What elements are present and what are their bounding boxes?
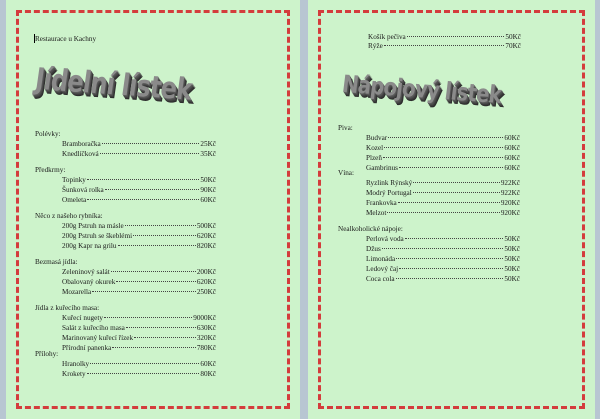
menu-item-name: Marinovaný kuřecí řízek — [62, 334, 134, 342]
menu-item-name: Frankovka — [366, 199, 397, 207]
dot-leader — [87, 179, 200, 180]
dot-leader — [399, 268, 503, 269]
menu-item-price: 50Kč — [504, 275, 520, 283]
menu-item[interactable] — [62, 278, 216, 286]
dot-leader — [399, 167, 503, 168]
menu-item-price: 60Kč — [504, 144, 520, 152]
menu-item-name: Plzeň — [366, 154, 382, 162]
menu-item[interactable] — [366, 245, 520, 253]
menu-item-name: Ryzlink Rýnský — [366, 179, 413, 187]
dot-leader — [384, 45, 505, 46]
restaurant-name[interactable]: Restaurace u Kachny — [35, 35, 97, 43]
section-heading[interactable]: Polévky: — [35, 130, 61, 138]
page-gap — [300, 0, 308, 419]
drink-menu-title[interactable]: Nápojový lístek — [340, 70, 503, 109]
section-heading[interactable]: Piva: — [338, 124, 353, 132]
menu-item[interactable] — [62, 140, 216, 148]
dot-leader — [92, 291, 196, 292]
dot-leader — [382, 248, 504, 249]
menu-item[interactable] — [366, 199, 520, 207]
menu-item[interactable] — [366, 265, 520, 273]
menu-item[interactable] — [62, 232, 216, 240]
menu-item-price: 630Kč — [196, 324, 216, 332]
menu-item[interactable] — [62, 314, 216, 322]
dot-leader — [116, 281, 196, 282]
dot-leader — [413, 192, 500, 193]
menu-item-name: Bramboračka — [62, 140, 101, 148]
dot-leader — [126, 327, 196, 328]
left-page — [6, 0, 300, 419]
menu-item[interactable] — [62, 288, 216, 296]
section-heading[interactable]: Přílohy: — [35, 350, 59, 358]
menu-item-name: Gambrinus — [366, 164, 398, 172]
menu-item[interactable] — [62, 186, 216, 194]
menu-item[interactable] — [62, 196, 216, 204]
menu-item[interactable] — [62, 324, 216, 332]
menu-item-price: 250Kč — [196, 288, 216, 296]
dot-leader — [134, 337, 196, 338]
menu-item-name: Perlová voda — [366, 235, 404, 243]
menu-item[interactable] — [62, 222, 216, 230]
menu-item-name: Hranolky — [62, 360, 90, 368]
menu-item[interactable] — [62, 360, 216, 368]
menu-item[interactable] — [368, 33, 521, 41]
menu-item-name: Omeleta — [62, 196, 87, 204]
dot-leader — [133, 235, 196, 236]
menu-item-name: Salát z kuřecího masa — [62, 324, 125, 332]
menu-item-name: Zeleninový salát — [62, 268, 110, 276]
menu-item-price: 35Kč — [200, 150, 216, 158]
dot-leader — [104, 317, 192, 318]
menu-item-price: 200Kč — [196, 268, 216, 276]
section-heading[interactable]: Nealkoholické nápoje: — [338, 225, 403, 233]
menu-item-price: 920Kč — [500, 209, 520, 217]
menu-item-name: 200g Pstruh na másle — [62, 222, 124, 230]
menu-item-price: 60Kč — [504, 164, 520, 172]
menu-item-price: 80Kč — [200, 370, 216, 378]
menu-item[interactable] — [366, 144, 520, 152]
dot-leader — [384, 147, 503, 148]
menu-item[interactable] — [366, 235, 520, 243]
menu-item-price: 50Kč — [505, 33, 521, 41]
menu-item[interactable] — [366, 134, 520, 142]
menu-item[interactable] — [366, 189, 520, 197]
dot-leader — [105, 189, 200, 190]
menu-item-price: 50Kč — [504, 235, 520, 243]
menu-item[interactable] — [366, 179, 520, 187]
dot-leader — [87, 373, 200, 374]
menu-item[interactable] — [366, 209, 520, 217]
menu-item-price: 90Kč — [200, 186, 216, 194]
dot-leader — [396, 278, 504, 279]
menu-item-name: Košík pečiva — [368, 33, 406, 41]
menu-item-price: 25Kč — [200, 140, 216, 148]
menu-item-price: 9000Kč — [193, 314, 216, 322]
dot-leader — [388, 137, 503, 138]
dot-leader — [405, 238, 504, 239]
menu-item[interactable] — [368, 42, 521, 50]
menu-item-price: 60Kč — [200, 196, 216, 204]
menu-item[interactable] — [366, 275, 520, 283]
menu-item-price: 922Kč — [500, 189, 520, 197]
menu-item-price: 50Kč — [504, 245, 520, 253]
menu-item-price: 60Kč — [200, 360, 216, 368]
menu-item-name: Knedlíčková — [62, 150, 99, 158]
dot-leader — [407, 36, 505, 37]
dot-leader — [383, 157, 503, 158]
menu-item-price: 60Kč — [504, 154, 520, 162]
menu-item-price: 50Kč — [200, 176, 216, 184]
section-heading[interactable]: Něco z našeho rybníka: — [35, 212, 103, 220]
menu-item[interactable] — [62, 370, 216, 378]
dot-leader — [413, 182, 500, 183]
menu-item[interactable] — [62, 268, 216, 276]
menu-item-name: Coca cola — [366, 275, 395, 283]
right-page — [308, 0, 595, 419]
menu-item[interactable] — [62, 176, 216, 184]
menu-item-name: Ledový čaj — [366, 265, 399, 273]
dot-leader — [90, 363, 199, 364]
dot-leader — [125, 225, 196, 226]
menu-item[interactable] — [366, 164, 520, 172]
menu-item-price: 500Kč — [196, 222, 216, 230]
menu-item-name: 200g Pstruh se škeblémi — [62, 232, 133, 240]
menu-item-price: 780Kč — [196, 344, 216, 352]
section-heading[interactable]: Vína: — [338, 169, 354, 177]
menu-item-name: Džus — [366, 245, 381, 253]
menu-item-name: Modrý Portugal — [366, 189, 412, 197]
menu-item-price: 50Kč — [504, 265, 520, 273]
menu-item-name: Kozel — [366, 144, 384, 152]
menu-item-name: Obalovaný okurek — [62, 278, 116, 286]
menu-item-name: Limonáda — [366, 255, 396, 263]
menu-item[interactable] — [62, 344, 216, 352]
dot-leader — [118, 245, 196, 246]
menu-item-name: Přírodní panenka — [62, 344, 112, 352]
menu-item[interactable] — [62, 150, 216, 158]
menu-item-name: Mozarella — [62, 288, 92, 296]
dot-leader — [396, 258, 503, 259]
dot-leader — [87, 199, 199, 200]
section-heading[interactable]: Jídla z kuřecího masa: — [35, 304, 100, 312]
menu-item-name: 200g Kapr na grilu — [62, 242, 117, 250]
dot-leader — [111, 271, 196, 272]
menu-item-price: 60Kč — [504, 134, 520, 142]
dot-leader — [102, 143, 200, 144]
menu-item-name: Topinky — [62, 176, 86, 184]
menu-item[interactable] — [366, 154, 520, 162]
menu-item-name: Krokety — [62, 370, 86, 378]
menu-item[interactable] — [366, 255, 520, 263]
dot-leader — [100, 153, 200, 154]
dot-leader — [387, 212, 499, 213]
menu-item-name: Šunková rolka — [62, 186, 104, 194]
menu-item[interactable] — [62, 334, 216, 342]
food-menu-title[interactable]: Jídelní lístek — [33, 62, 194, 108]
menu-item-price: 920Kč — [500, 199, 520, 207]
menu-item-price: 50Kč — [504, 255, 520, 263]
dot-leader — [398, 202, 500, 203]
menu-item-name: Kuřecí nugety — [62, 314, 103, 322]
menu-item-price: 70Kč — [505, 42, 521, 50]
menu-item-name: Budvar — [366, 134, 388, 142]
section-heading[interactable]: Předkrmy: — [35, 166, 66, 174]
menu-item-price: 620Kč — [196, 278, 216, 286]
menu-item-price: 320Kč — [196, 334, 216, 342]
menu-item-name: Rýže — [368, 42, 383, 50]
menu-item-price: 820Kč — [196, 242, 216, 250]
section-heading[interactable]: Bezmasá jídla: — [35, 258, 78, 266]
menu-item-price: 922Kč — [500, 179, 520, 187]
menu-item-price: 620Kč — [196, 232, 216, 240]
dot-leader — [112, 347, 196, 348]
menu-item-name: Melzot — [366, 209, 387, 217]
menu-item[interactable] — [62, 242, 216, 250]
